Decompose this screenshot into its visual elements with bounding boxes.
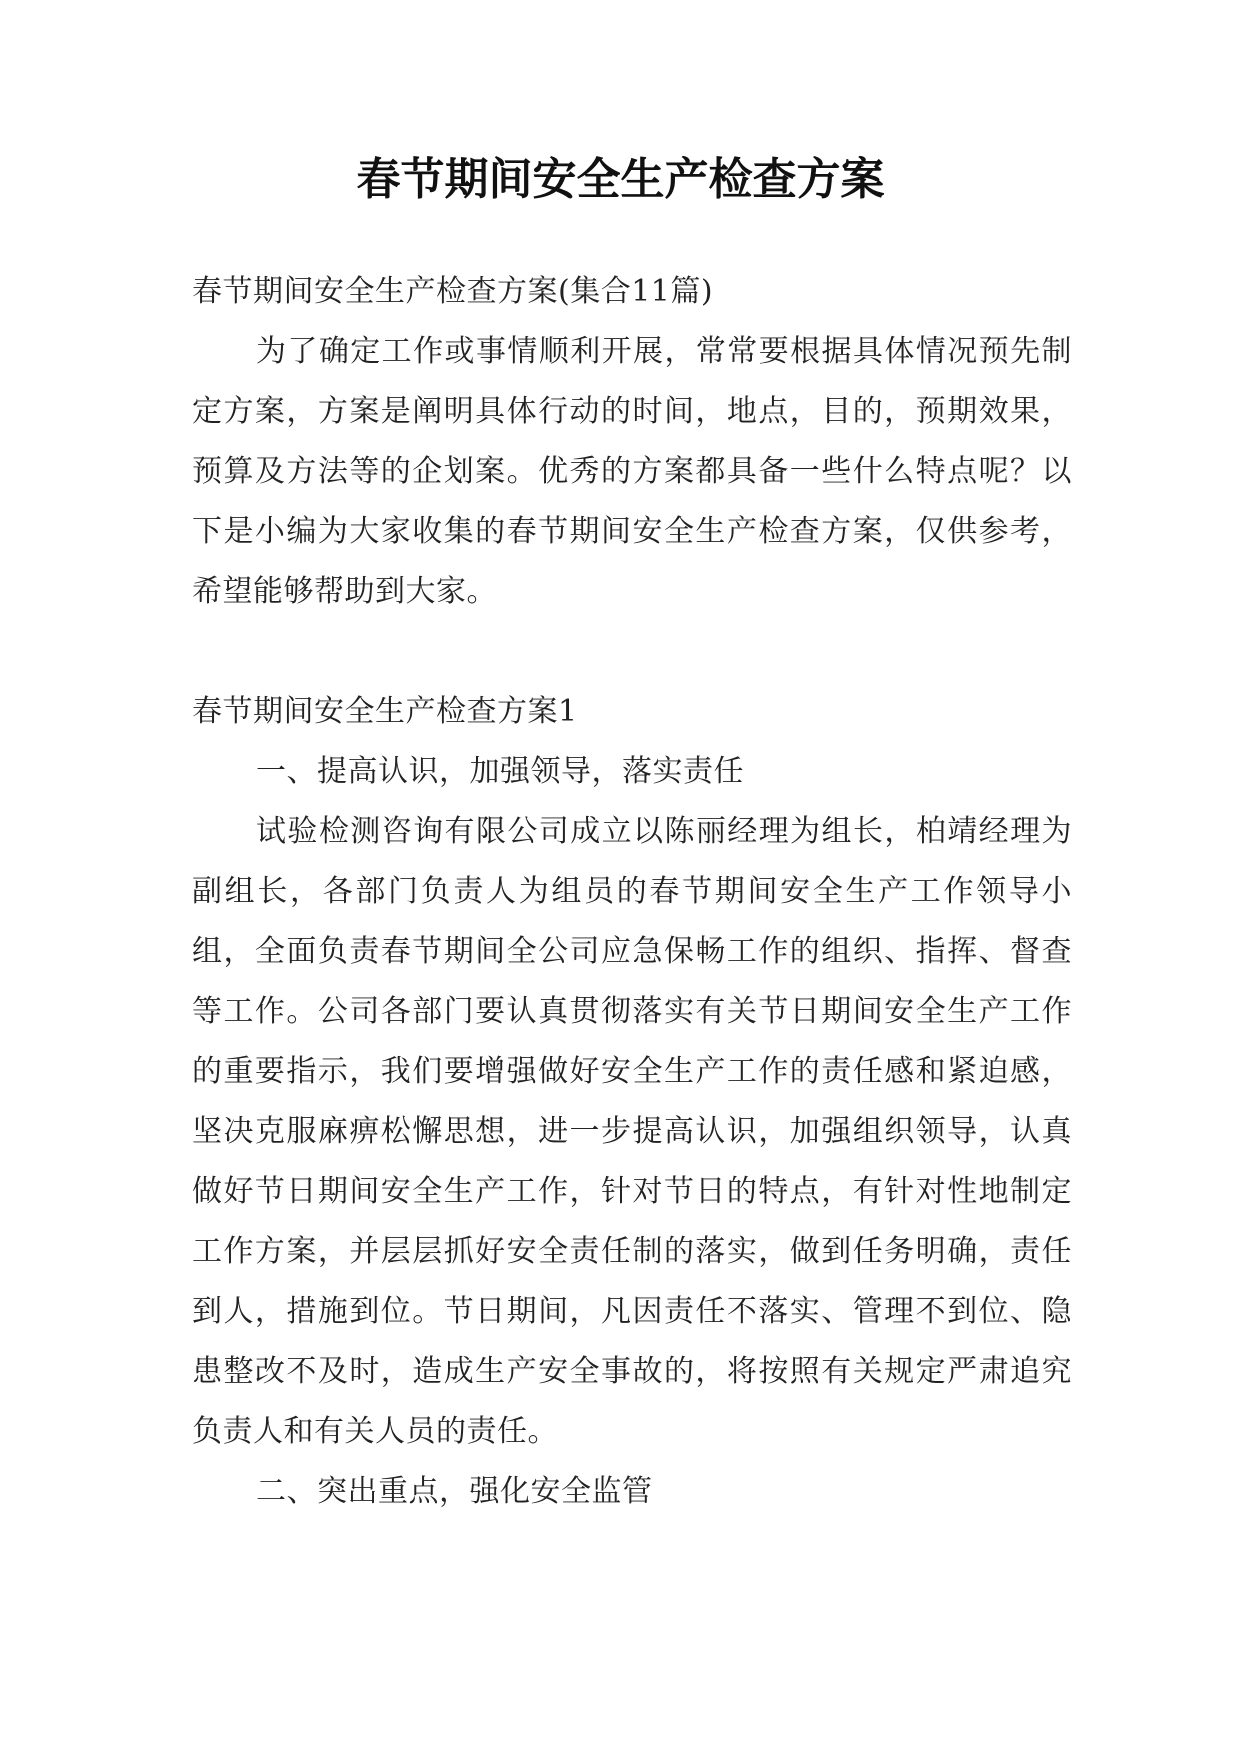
document-title: 春节期间安全生产检查方案 xyxy=(356,154,885,205)
point-1-body: 试验检测咨询有限公司成立以陈丽经理为组长，柏靖经理为副组长，各部门负责人为组员的春节期间安全生产工作领导小组，全面负责春节期间全公司应急保畅工作的组织、指挥、督查等工作。公司各部门要认真贯彻落实有关节日期间安全生产工作的重要指示，我们要增强做好安全生产工作的责任感和紧迫感，坚决克服麻痹松懈思想，进一步提高认识，加强组织领导，认真做好节日期间安全生产工作，针对节日的特点，有针对性地制定工作方案，并层层抓好安全责任制的落实，做到任务明确，责任到人，措施到位。节日期间，凡因责任不落实、管理不到位、隐患整改不及时，造成生产安全事故的，将按照有关规定严肃追究负责人和有关人员的责任。 xyxy=(192,814,1072,1449)
point-1-heading: 一、提高认识，加强领导，落实责任 xyxy=(256,754,744,789)
section-heading: 春节期间安全生产检查方案1 xyxy=(192,694,578,729)
point-2-heading: 二、突出重点，强化安全监管 xyxy=(256,1474,653,1509)
paragraph-gap xyxy=(192,622,1072,682)
document-body xyxy=(192,262,1072,1522)
subtitle: 春节期间安全生产检查方案(集合11篇) xyxy=(192,274,714,309)
intro-paragraph: 为了确定工作或事情顺利开展，常常要根据具体情况预先制定方案，方案是阐明具体行动的时间，地点，目的，预期效果，预算及方法等的企划案。优秀的方案都具备一些什么特点呢？以下是小编为大家收集的春节期间安全生产检查方案，仅供参考，希望能够帮助到大家。 xyxy=(192,334,1072,609)
